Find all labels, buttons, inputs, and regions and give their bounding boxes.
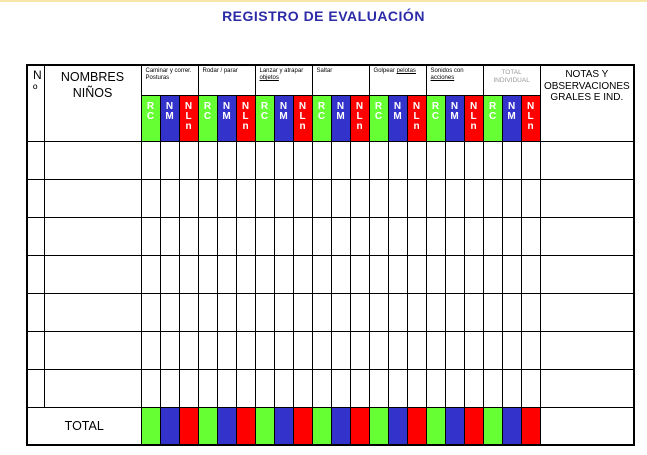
number-cell[interactable] (27, 179, 44, 217)
score-cell[interactable] (274, 217, 293, 255)
score-cell[interactable] (198, 179, 217, 217)
score-cell[interactable] (407, 217, 426, 255)
score-cell[interactable] (426, 293, 445, 331)
total-cell[interactable] (407, 407, 426, 445)
code-letter: N (165, 100, 174, 112)
category-label-underlined: objetos (259, 75, 279, 81)
number-cell[interactable] (27, 369, 44, 407)
code-cell-nm (445, 95, 464, 141)
score-cell[interactable] (255, 369, 274, 407)
category-label: Saltar (316, 68, 333, 74)
top-border-line (0, 0, 647, 2)
name-cell[interactable] (44, 331, 141, 369)
code-cell-nm (274, 95, 293, 141)
score-cell[interactable] (293, 179, 312, 217)
code-letter: n (299, 120, 306, 132)
code-cell-nln (293, 95, 312, 141)
score-cell[interactable] (350, 255, 369, 293)
score-cell[interactable] (312, 331, 331, 369)
score-cell[interactable] (521, 179, 540, 217)
score-cell[interactable] (502, 217, 521, 255)
score-cell[interactable] (255, 331, 274, 369)
category-label: Caminar y correr. Posturas (145, 68, 192, 81)
code-letter: N (241, 100, 250, 112)
code-letter: L (299, 110, 306, 122)
score-cell[interactable] (160, 141, 179, 179)
score-cell[interactable] (236, 179, 255, 217)
code-cell-nm (331, 95, 350, 141)
total-cell[interactable] (445, 407, 464, 445)
code-letter: R (146, 100, 155, 112)
score-cell[interactable] (426, 331, 445, 369)
category-header-6 (426, 65, 483, 95)
name-cell[interactable] (44, 293, 141, 331)
score-cell[interactable] (217, 293, 236, 331)
code-letter: n (527, 120, 534, 132)
score-cell[interactable] (141, 217, 160, 255)
code-letter: N (184, 100, 193, 112)
score-cell[interactable] (198, 141, 217, 179)
score-cell[interactable] (445, 179, 464, 217)
score-cell[interactable] (236, 369, 255, 407)
notes-cell[interactable] (540, 141, 634, 179)
score-cell[interactable] (369, 255, 388, 293)
total-cell[interactable] (198, 407, 217, 445)
score-cell[interactable] (141, 369, 160, 407)
code-letter: N (298, 100, 307, 112)
score-cell[interactable] (483, 331, 502, 369)
score-cell[interactable] (179, 255, 198, 293)
number-cell[interactable] (27, 141, 44, 179)
column-header-number: Nº (27, 65, 44, 141)
score-cell[interactable] (331, 369, 350, 407)
code-letter: N (336, 100, 345, 112)
score-cell[interactable] (198, 369, 217, 407)
column-header-names: NOMBRES NIÑOS (44, 65, 141, 141)
score-cell[interactable] (445, 331, 464, 369)
code-letter: M (507, 110, 516, 122)
code-cell-nm (217, 95, 236, 141)
score-cell[interactable] (464, 179, 483, 217)
score-cell[interactable] (236, 141, 255, 179)
evaluation-grid (26, 64, 635, 446)
score-cell[interactable] (141, 179, 160, 217)
score-cell[interactable] (350, 331, 369, 369)
score-cell[interactable] (502, 369, 521, 407)
code-cell-nln (236, 95, 255, 141)
score-cell[interactable] (312, 217, 331, 255)
code-letter: n (242, 120, 249, 132)
name-cell[interactable] (44, 141, 141, 179)
score-cell[interactable] (236, 217, 255, 255)
score-cell[interactable] (407, 141, 426, 179)
student-row (27, 179, 634, 217)
total-row (27, 407, 634, 445)
notes-cell[interactable] (540, 217, 634, 255)
score-cell[interactable] (407, 293, 426, 331)
category-label: Golpear (373, 68, 395, 74)
number-cell[interactable] (27, 217, 44, 255)
score-cell[interactable] (483, 217, 502, 255)
score-cell[interactable] (407, 179, 426, 217)
total-cell[interactable] (236, 407, 255, 445)
score-cell[interactable] (445, 293, 464, 331)
score-cell[interactable] (255, 217, 274, 255)
score-cell[interactable] (445, 255, 464, 293)
score-cell[interactable] (331, 217, 350, 255)
score-cell[interactable] (445, 369, 464, 407)
score-cell[interactable] (141, 293, 160, 331)
score-cell[interactable] (464, 255, 483, 293)
score-cell[interactable] (483, 369, 502, 407)
score-cell[interactable] (236, 331, 255, 369)
score-cell[interactable] (217, 369, 236, 407)
score-cell[interactable] (312, 369, 331, 407)
score-cell[interactable] (274, 369, 293, 407)
score-cell[interactable] (217, 141, 236, 179)
score-cell[interactable] (198, 217, 217, 255)
code-cell-nln (521, 95, 540, 141)
category-header-4 (312, 65, 369, 95)
total-cell[interactable] (255, 407, 274, 445)
score-cell[interactable] (483, 179, 502, 217)
score-cell[interactable] (274, 141, 293, 179)
code-cell-nm (160, 95, 179, 141)
score-cell[interactable] (179, 293, 198, 331)
score-cell[interactable] (160, 293, 179, 331)
score-cell[interactable] (426, 255, 445, 293)
score-cell[interactable] (388, 369, 407, 407)
score-cell[interactable] (369, 179, 388, 217)
score-cell[interactable] (502, 331, 521, 369)
code-cell-nln (350, 95, 369, 141)
score-cell[interactable] (312, 255, 331, 293)
code-letter: N (393, 100, 402, 112)
category-label-underlined: acciones (430, 75, 455, 81)
score-cell[interactable] (331, 331, 350, 369)
code-cell-rc (312, 95, 331, 141)
student-row (27, 217, 634, 255)
score-cell[interactable] (369, 369, 388, 407)
student-row (27, 293, 634, 331)
code-cell-nm (388, 95, 407, 141)
score-cell[interactable] (350, 369, 369, 407)
score-cell[interactable] (160, 331, 179, 369)
code-letter: R (374, 100, 383, 112)
score-cell[interactable] (350, 217, 369, 255)
score-cell[interactable] (483, 141, 502, 179)
score-cell[interactable] (369, 141, 388, 179)
score-cell[interactable] (293, 141, 312, 179)
score-cell[interactable] (521, 141, 540, 179)
score-cell[interactable] (350, 179, 369, 217)
code-cell-rc (198, 95, 217, 141)
code-letter: R (260, 100, 269, 112)
name-cell[interactable] (44, 255, 141, 293)
total-cell[interactable] (426, 407, 445, 445)
score-cell[interactable] (464, 293, 483, 331)
score-cell[interactable] (502, 255, 521, 293)
student-row (27, 369, 634, 407)
code-letter: n (185, 120, 192, 132)
notes-cell[interactable] (540, 331, 634, 369)
name-cell[interactable] (44, 179, 141, 217)
code-letter: C (317, 110, 326, 122)
score-cell[interactable] (274, 255, 293, 293)
code-letter: M (393, 110, 402, 122)
score-cell[interactable] (160, 369, 179, 407)
category-header-2 (198, 65, 255, 95)
score-cell[interactable] (331, 179, 350, 217)
code-letter: C (431, 110, 440, 122)
score-cell[interactable] (369, 217, 388, 255)
score-cell[interactable] (502, 293, 521, 331)
code-letter: M (279, 110, 288, 122)
code-letter: R (488, 100, 497, 112)
score-cell[interactable] (274, 293, 293, 331)
score-cell[interactable] (521, 255, 540, 293)
score-cell[interactable] (198, 331, 217, 369)
code-letter: L (242, 110, 249, 122)
total-cell[interactable] (350, 407, 369, 445)
code-letter: L (527, 110, 534, 122)
code-letter: C (488, 110, 497, 122)
total-cell[interactable] (293, 407, 312, 445)
column-header-total-individual: TOTAL INDIVIDUAL (483, 65, 540, 95)
score-cell[interactable] (331, 293, 350, 331)
code-letter: L (470, 110, 477, 122)
code-letter: M (450, 110, 459, 122)
score-cell[interactable] (255, 141, 274, 179)
category-label-underlined: pelotas (396, 68, 416, 74)
column-header-notes: NOTAS Y OBSERVACIONES GRALES E IND. (540, 65, 634, 141)
total-label: TOTAL (27, 407, 141, 445)
score-cell[interactable] (198, 293, 217, 331)
code-letter: L (356, 110, 363, 122)
code-letter: R (317, 100, 326, 112)
score-cell[interactable] (521, 331, 540, 369)
score-cell[interactable] (160, 179, 179, 217)
score-cell[interactable] (217, 255, 236, 293)
total-cell[interactable] (141, 407, 160, 445)
notes-cell[interactable] (540, 255, 634, 293)
score-cell[interactable] (426, 141, 445, 179)
code-letter: N (450, 100, 459, 112)
score-cell[interactable] (179, 141, 198, 179)
number-cell[interactable] (27, 293, 44, 331)
score-cell[interactable] (255, 255, 274, 293)
category-label: Lanzar y atrapar (259, 68, 304, 74)
student-row (27, 255, 634, 293)
name-cell[interactable] (44, 217, 141, 255)
total-cell[interactable] (274, 407, 293, 445)
score-cell[interactable] (217, 331, 236, 369)
total-notes-cell[interactable] (540, 407, 634, 445)
total-cell[interactable] (179, 407, 198, 445)
score-cell[interactable] (179, 331, 198, 369)
category-label: Sonidos con (430, 68, 464, 74)
code-cell-rc (426, 95, 445, 141)
code-cell-nln (179, 95, 198, 141)
score-cell[interactable] (293, 293, 312, 331)
code-cell-rc (369, 95, 388, 141)
score-cell[interactable] (426, 217, 445, 255)
score-cell[interactable] (179, 369, 198, 407)
score-cell[interactable] (274, 331, 293, 369)
total-cell[interactable] (521, 407, 540, 445)
score-cell[interactable] (521, 217, 540, 255)
code-cell-nln (464, 95, 483, 141)
score-cell[interactable] (141, 255, 160, 293)
notes-cell[interactable] (540, 179, 634, 217)
code-letter: N (279, 100, 288, 112)
score-cell[interactable] (217, 179, 236, 217)
score-cell[interactable] (483, 255, 502, 293)
score-cell[interactable] (483, 293, 502, 331)
score-cell[interactable] (350, 293, 369, 331)
score-cell[interactable] (407, 331, 426, 369)
total-cell[interactable] (483, 407, 502, 445)
total-cell[interactable] (217, 407, 236, 445)
score-cell[interactable] (293, 369, 312, 407)
score-cell[interactable] (217, 217, 236, 255)
code-letter: n (356, 120, 363, 132)
score-cell[interactable] (502, 141, 521, 179)
score-cell[interactable] (388, 141, 407, 179)
code-cell-rc (483, 95, 502, 141)
code-letter: n (470, 120, 477, 132)
score-cell[interactable] (255, 179, 274, 217)
score-cell[interactable] (331, 141, 350, 179)
score-cell[interactable] (350, 141, 369, 179)
score-cell[interactable] (369, 293, 388, 331)
score-cell[interactable] (274, 179, 293, 217)
score-cell[interactable] (179, 179, 198, 217)
score-cell[interactable] (445, 141, 464, 179)
total-cell[interactable] (312, 407, 331, 445)
score-cell[interactable] (160, 255, 179, 293)
code-letter: N (412, 100, 421, 112)
category-header-5 (369, 65, 426, 95)
score-cell[interactable] (312, 179, 331, 217)
category-header-1 (141, 65, 198, 95)
code-cell-nln (407, 95, 426, 141)
score-cell[interactable] (141, 141, 160, 179)
code-letter: n (413, 120, 420, 132)
score-cell[interactable] (179, 217, 198, 255)
score-cell[interactable] (407, 255, 426, 293)
code-letter: L (413, 110, 420, 122)
code-letter: N (469, 100, 478, 112)
score-cell[interactable] (464, 217, 483, 255)
score-cell[interactable] (445, 217, 464, 255)
student-row (27, 331, 634, 369)
name-cell[interactable] (44, 369, 141, 407)
code-letter: N (526, 100, 535, 112)
code-letter: C (260, 110, 269, 122)
score-cell[interactable] (293, 217, 312, 255)
score-cell[interactable] (198, 255, 217, 293)
code-cell-rc (141, 95, 160, 141)
score-cell[interactable] (388, 179, 407, 217)
code-letter: N (507, 100, 516, 112)
code-letter: C (146, 110, 155, 122)
score-cell[interactable] (160, 217, 179, 255)
score-cell[interactable] (521, 293, 540, 331)
score-cell[interactable] (388, 255, 407, 293)
code-letter: N (222, 100, 231, 112)
code-cell-nm (502, 95, 521, 141)
score-cell[interactable] (464, 331, 483, 369)
score-cell[interactable] (255, 293, 274, 331)
total-cell[interactable] (160, 407, 179, 445)
code-letter: N (355, 100, 364, 112)
code-letter: C (203, 110, 212, 122)
number-cell[interactable] (27, 331, 44, 369)
score-cell[interactable] (369, 331, 388, 369)
score-cell[interactable] (426, 179, 445, 217)
total-cell[interactable] (331, 407, 350, 445)
code-letter: C (374, 110, 383, 122)
page-title: REGISTRO DE EVALUACIÓN (222, 8, 425, 24)
score-cell[interactable] (236, 293, 255, 331)
code-letter: M (165, 110, 174, 122)
code-letter: M (336, 110, 345, 122)
total-cell[interactable] (464, 407, 483, 445)
score-cell[interactable] (312, 293, 331, 331)
score-cell[interactable] (502, 179, 521, 217)
score-cell[interactable] (236, 255, 255, 293)
total-cell[interactable] (369, 407, 388, 445)
score-cell[interactable] (464, 141, 483, 179)
code-letter: R (431, 100, 440, 112)
score-cell[interactable] (388, 331, 407, 369)
code-letter: L (185, 110, 192, 122)
score-cell[interactable] (388, 217, 407, 255)
total-cell[interactable] (502, 407, 521, 445)
score-cell[interactable] (426, 369, 445, 407)
score-cell[interactable] (388, 293, 407, 331)
total-cell[interactable] (388, 407, 407, 445)
notes-cell[interactable] (540, 293, 634, 331)
score-cell[interactable] (293, 255, 312, 293)
score-cell[interactable] (464, 369, 483, 407)
score-cell[interactable] (331, 255, 350, 293)
student-row (27, 141, 634, 179)
score-cell[interactable] (141, 331, 160, 369)
category-header-3 (255, 65, 312, 95)
number-cell[interactable] (27, 255, 44, 293)
category-label: Rodar / parar (202, 68, 238, 74)
notes-cell[interactable] (540, 369, 634, 407)
score-cell[interactable] (407, 369, 426, 407)
code-letter: M (222, 110, 231, 122)
code-cell-rc (255, 95, 274, 141)
score-cell[interactable] (312, 141, 331, 179)
code-letter: R (203, 100, 212, 112)
score-cell[interactable] (293, 331, 312, 369)
score-cell[interactable] (521, 369, 540, 407)
